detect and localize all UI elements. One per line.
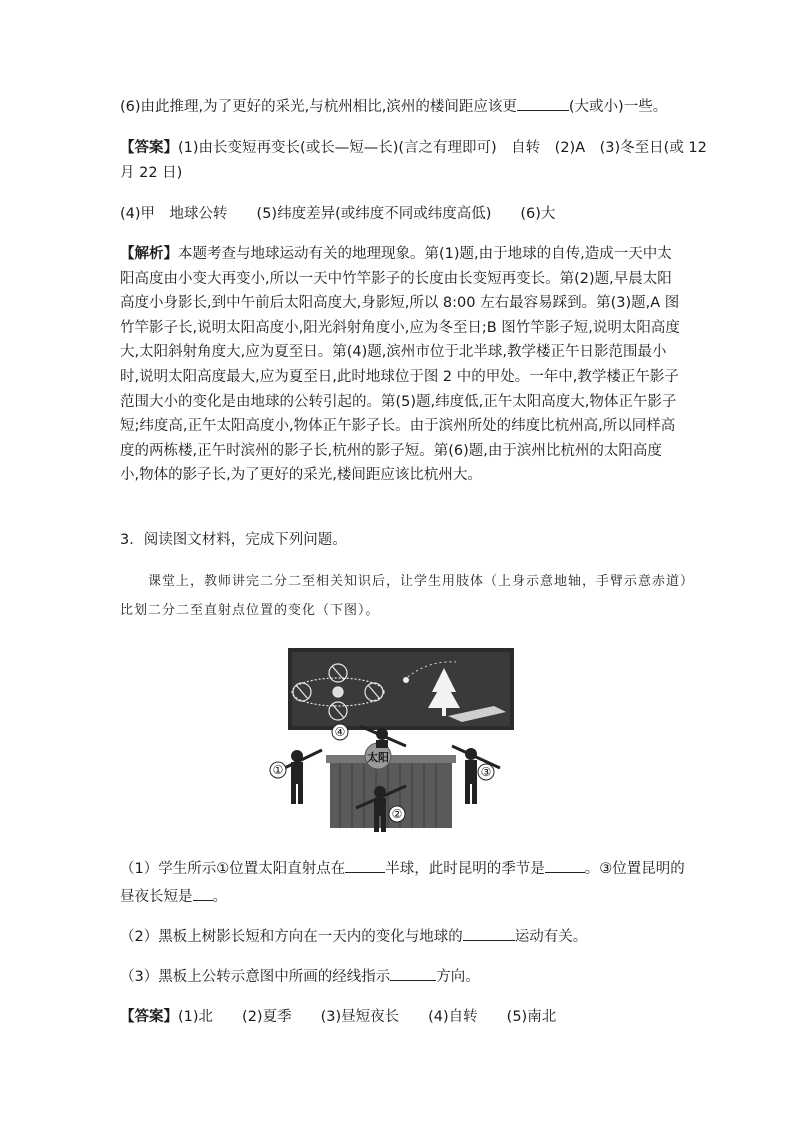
answer-blank <box>463 926 515 941</box>
answer-blank <box>390 966 436 981</box>
answer-block-line2: 月 22 日) <box>120 165 183 181</box>
classroom-figure <box>262 642 530 832</box>
answer-tag: 【答案】 <box>120 1009 178 1025</box>
sub-question-1-line2: 昼夜长短是 。 <box>120 886 227 907</box>
analysis-paragraph: 【解析】本题考查与地球运动有关的地理现象。第(1)题,由于地球的自传,造成一天中太阳高度由小变大再变小,所以一天中竹竿影子的长度由长变短再变长。第(2)题,早晨太阳高度小身影长,到中午前后太阳高度大,身影短,所以 8:00 左右最容易踩到。第(3)题,A 图竹竿影子长,说明太阳高度小,阳光斜射角度小,应为冬至日;B 图竹竿影子短,说明太阳高度大,太阳斜射角度大,应为夏至日。第(4)题,滨州市位于北半球,教学楼正午日影范围最小时,说明太阳高度最大,应为夏至日,此时地球位于图 2 中的甲处。一年中,教学楼正午影子范围大小的变化是由地球的公转引起的。第(5)题,纬度低,正午太阳高度大,物体正午影子短;纬度高,正午太阳高度小,物体正午影子长。由于滨州所处的纬度比杭州高,所以同样高度的两栋楼,正午时滨州的影子长,杭州的影子短。第(6)题,由于滨州比杭州的太阳高度小,物体的影子长,为了更好的采光,楼间距应该比杭州大。 <box>120 246 680 484</box>
answer-block-line3: (4)甲 地球公转 (5)纬度差异(或纬度不同或纬度高低) (6)大 <box>120 206 556 222</box>
sun-label: 太阳 <box>367 751 389 764</box>
sub-question-1: （1）学生所示①位置太阳直射点在 半球，此时昆明的季节是 。③位置昆明的 <box>120 858 685 879</box>
sub-question-3: （3）黑板上公转示意图中所画的经线指示 方向。 <box>120 966 480 987</box>
marker-4: ④ <box>334 725 346 739</box>
marker-3: ③ <box>480 765 492 779</box>
sub-question-2: （2）黑板上树影长短和方向在一天内的变化与地球的 运动有关。 <box>120 926 587 947</box>
answer-blank <box>545 858 585 873</box>
final-answer: 【答案】(1)北 (2)夏季 (3)昼短夜长 (4)自转 (5)南北 <box>120 1009 557 1025</box>
classroom-illustration <box>262 642 530 832</box>
question-6: (6)由此推理,为了更好的采光,与杭州相比,滨州的楼间距应该更 (大或小)一些。 <box>120 96 667 117</box>
marker-1: ① <box>272 763 284 777</box>
answer-blank <box>517 96 569 111</box>
marker-2: ② <box>391 807 403 821</box>
question-3-title: 3．阅读图文材料，完成下列问题。 <box>120 532 347 548</box>
answer-block-line1: 【答案】(1)由长变短再变长(或长—短—长)(言之有理即可) 自转 (2)A (3)冬至日(或 12 <box>120 140 707 156</box>
answer-blank <box>193 886 213 901</box>
answer-blank <box>345 858 385 873</box>
material-text-line1: 课堂上，教师讲完二分二至相关知识后，让学生用肢体（上身示意地轴，手臂示意赤道） <box>148 574 695 589</box>
answer-tag: 【答案】 <box>120 140 178 156</box>
material-text-line2: 比划二分二至直射点位置的变化（下图）。 <box>120 603 380 618</box>
analysis-tag: 【解析】 <box>120 246 178 262</box>
